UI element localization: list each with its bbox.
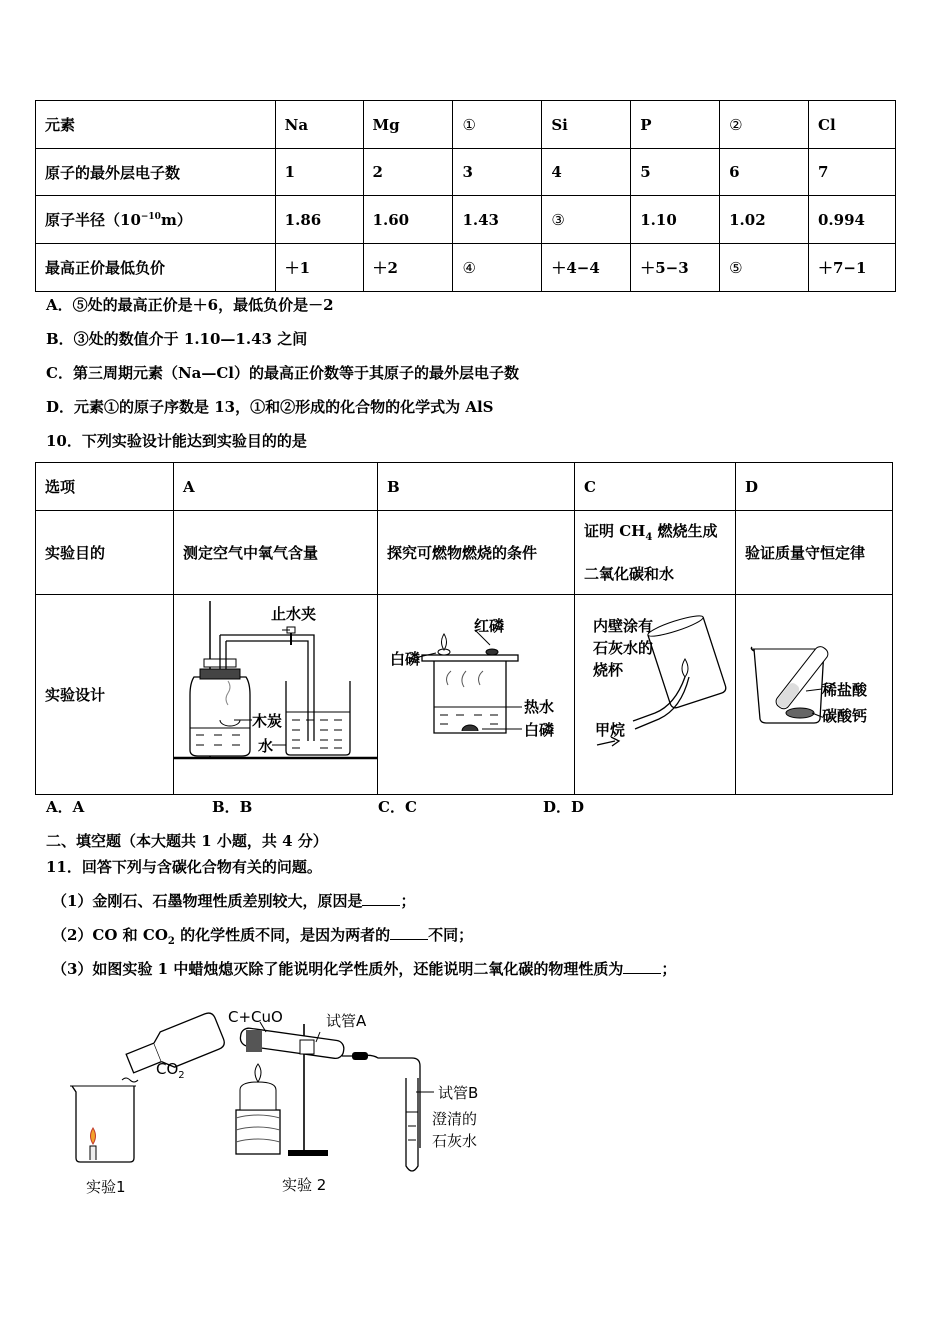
question-10-stem: 10．下列实验设计能达到实验目的的是 [46, 432, 307, 450]
row-label: 最高正价最低负价 [36, 244, 276, 292]
apparatus-c-diagram [575, 595, 735, 790]
table-cell: ⑤ [720, 244, 809, 292]
option-d: D．元素①的原子序数是 13，①和②形成的化合物的化学式为 AlS [46, 398, 494, 416]
label-methane: 甲烷 [595, 721, 626, 739]
label-tube-a: 试管A [326, 1012, 367, 1030]
answer-a: A．A [46, 798, 85, 816]
design-b [378, 595, 575, 795]
apparatus-b-diagram [378, 595, 574, 790]
row-label: 原子的最外层电子数 [36, 149, 276, 196]
question-11-stem: 11．回答下列与含碳化合物有关的问题。 [46, 858, 322, 876]
purpose-c-sub: 4 [645, 532, 653, 543]
apparatus-d-diagram [736, 595, 892, 790]
header-cell: B [378, 463, 575, 511]
table-cell: 5 [631, 149, 720, 196]
experiment-figure [60, 1000, 520, 1205]
row-label-sup: −10 [140, 212, 161, 222]
label-hydrochloric-acid: 稀盐酸 [822, 681, 868, 699]
part2-tail: 不同； [428, 926, 474, 944]
table-cell: 0.994 [809, 196, 896, 244]
label-white-phosphorus-bottom: 白磷 [524, 721, 555, 739]
label-limewater-line1: 澄清的 [432, 1110, 478, 1128]
design-d [736, 595, 893, 795]
table-cell: 4 [542, 149, 631, 196]
table-cell: 3 [453, 149, 542, 196]
part3-tail: ； [661, 960, 677, 978]
design-c [575, 595, 736, 795]
table-row [36, 101, 896, 149]
header-cell: D [736, 463, 893, 511]
purpose-b: 探究可燃物燃烧的条件 [378, 511, 575, 595]
label-tube-b: 试管B [438, 1084, 479, 1102]
label-calcium-carbonate: 碳酸钙 [822, 707, 868, 725]
table-cell: ＋2 [363, 244, 453, 292]
row-label: 实验设计 [36, 595, 174, 795]
section-heading: 二、填空题（本大题共 1 小题，共 4 分） [46, 832, 328, 850]
table-cell: ③ [542, 196, 631, 244]
purpose-a: 测定空气中氧气含量 [174, 511, 378, 595]
part1-text: （1）金刚石、石墨物理性质差别较大，原因是 [52, 892, 363, 910]
question-11-part1 [52, 890, 415, 911]
purpose-c-line2: 二氧化碳和水 [584, 565, 675, 583]
label-experiment-2: 实验 2 [282, 1176, 327, 1194]
table-row [36, 196, 896, 244]
table-cell: 2 [363, 149, 453, 196]
label-cup-line3: 烧杯 [593, 661, 624, 679]
design-a [174, 595, 378, 795]
table-cell: ＋5−3 [631, 244, 720, 292]
option-c: C．第三周期元素（Na—Cl）的最高正价数等于其原子的最外层电子数 [46, 364, 520, 382]
header-cell: A [174, 463, 378, 511]
answer-b: B．B [212, 798, 253, 816]
label-clamp: 止水夹 [271, 605, 317, 623]
purpose-c-text: 证明 CH [584, 522, 646, 540]
label-hot-water: 热水 [524, 698, 555, 716]
apparatus-a-diagram [174, 595, 377, 790]
part2-sub: 2 [167, 936, 175, 947]
table-header-row [36, 463, 893, 511]
element-property-table [35, 100, 896, 292]
table-cell: 1.86 [275, 196, 363, 244]
label-water: 水 [258, 737, 274, 755]
part2-text: （2）CO 和 CO [52, 926, 168, 944]
header-cell: C [575, 463, 736, 511]
option-b: B．③处的数值介于 1.10—1.43 之间 [46, 330, 308, 348]
table-row [36, 595, 893, 795]
answer-blank[interactable] [390, 925, 428, 940]
table-cell: 1.60 [363, 196, 453, 244]
part2-mid: 的化学性质不同，是因为两者的 [174, 926, 391, 944]
label-cup-line2: 石灰水的 [593, 639, 654, 657]
table-cell: Mg [363, 101, 453, 149]
table-cell: 1.10 [631, 196, 720, 244]
table-row [36, 244, 896, 292]
experiment-table [35, 462, 893, 795]
purpose-c-text-tail: 燃烧生成 [652, 522, 718, 540]
label-red-phosphorus: 红磷 [474, 617, 505, 635]
table-cell: ④ [453, 244, 542, 292]
table-cell: ＋7−1 [809, 244, 896, 292]
label-charcoal: 木炭 [252, 712, 283, 730]
row-label-text: 原子半径（10 [45, 211, 141, 229]
co2-sub: 2 [178, 1070, 185, 1081]
table-cell: P [631, 101, 720, 149]
question-11-part2 [52, 924, 473, 947]
label-cup-line1: 内壁涂有 [593, 617, 654, 635]
part3-text: （3）如图实验 1 中蜡烛熄灭除了能说明化学性质外，还能说明二氧化碳的物理性质为 [52, 960, 624, 978]
part1-tail: ； [400, 892, 416, 910]
table-row [36, 511, 893, 595]
header-cell: 选项 [36, 463, 174, 511]
co2-text: CO [156, 1060, 179, 1078]
answer-d: D．D [543, 798, 585, 816]
label-limewater-line2: 石灰水 [432, 1132, 478, 1150]
table-cell: ① [453, 101, 542, 149]
label-white-phosphorus: 白磷 [390, 650, 421, 668]
label-c-cuo: C+CuO [228, 1008, 283, 1026]
row-label [36, 196, 276, 244]
table-cell: 1.02 [720, 196, 809, 244]
table-cell: 7 [809, 149, 896, 196]
table-cell: ＋4−4 [542, 244, 631, 292]
option-a: A．⑤处的最高正价是＋6，最低负价是－2 [46, 296, 334, 314]
table-cell: Na [275, 101, 363, 149]
purpose-c [575, 511, 736, 595]
answer-blank[interactable] [623, 959, 661, 974]
table-cell: Si [542, 101, 631, 149]
answer-c: C．C [378, 798, 417, 816]
table-cell: ② [720, 101, 809, 149]
label-experiment-1: 实验1 [86, 1178, 126, 1196]
table-cell: 1.43 [453, 196, 542, 244]
table-cell: ＋1 [275, 244, 363, 292]
table-cell: 6 [720, 149, 809, 196]
question-11-part3 [52, 958, 676, 979]
purpose-d: 验证质量守恒定律 [736, 511, 893, 595]
table-row [36, 149, 896, 196]
answer-blank[interactable] [362, 891, 400, 906]
row-label-tail: m） [160, 211, 192, 229]
table-cell: Cl [809, 101, 896, 149]
row-label: 元素 [36, 101, 276, 149]
row-label: 实验目的 [36, 511, 174, 595]
table-cell: 1 [275, 149, 363, 196]
